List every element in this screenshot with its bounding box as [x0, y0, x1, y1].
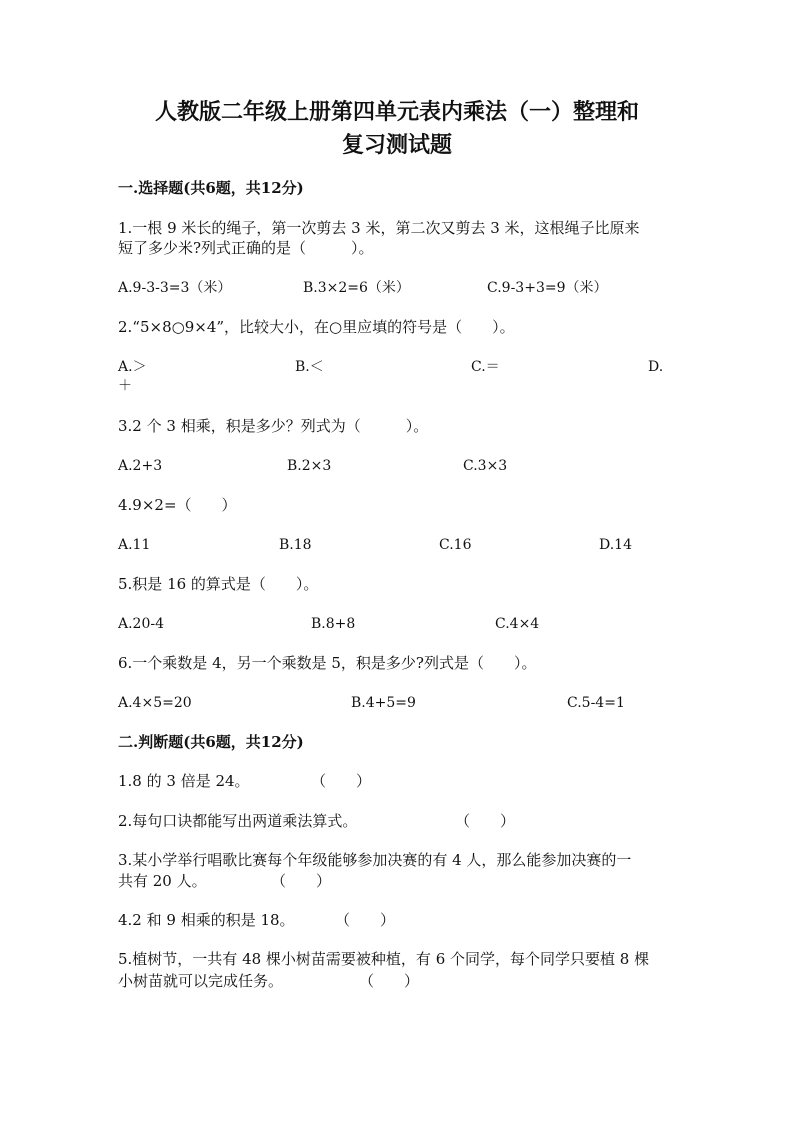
judge-item-4 [118, 910, 678, 930]
question-4: 4.9×2=（ ） [118, 496, 237, 514]
question-5: 5.积是 16 的算式是（ ）。 [118, 575, 319, 593]
judge-item-2-text: 2.每句口诀都能写出两道乘法算式。 [118, 812, 358, 830]
q6-option-b: B.4+5=9 [351, 695, 416, 711]
judge-item-4-blank: （ ） [335, 911, 396, 929]
q1-option-b: B.3×2=6（米） [303, 280, 410, 296]
q1-option-a: A.9-3-3=3（米） [118, 280, 232, 296]
q2-option-a: A.＞ [118, 359, 147, 375]
section2-heading: 二.判断题(共6题，共12分) [118, 733, 304, 751]
q4-option-c: C.16 [439, 537, 472, 553]
judge-item-2 [118, 811, 678, 831]
judge-item-3-blank: （ ） [271, 872, 332, 890]
question-1-line2: 短了多少米?列式正确的是（ ）。 [118, 239, 374, 257]
section1-heading: 一.选择题(共6题，共12分) [118, 179, 304, 197]
judge-item-5-text: 小树苗就可以完成任务。 [118, 972, 284, 990]
judge-item-5-blank: （ ） [359, 972, 420, 990]
q5-option-c: C.4×4 [495, 616, 540, 632]
q3-option-a: A.2+3 [118, 458, 163, 474]
judge-item-3-text: 共有 20 人。 [118, 872, 207, 890]
q1-option-c: C.9-3+3=9（米） [487, 280, 608, 296]
judge-item-2-blank: （ ） [455, 812, 516, 830]
judge-item-3-line1: 3.某小学举行唱歌比赛每个年级能够参加决赛的有 4 人，那么能参加决赛的一 [118, 851, 632, 869]
q3-option-b: B.2×3 [287, 458, 332, 474]
judge-item-5-line2 [118, 971, 678, 991]
q2-option-d-symbol: ＋ [118, 378, 132, 394]
q2-option-b: B.＜ [295, 359, 324, 375]
page-title-line2: 复习测试题 [341, 132, 452, 158]
q4-option-a: A.11 [118, 537, 151, 553]
judge-item-3-line2 [118, 871, 678, 891]
judge-item-1-text: 1.8 的 3 倍是 24。 [118, 772, 250, 790]
q4-option-d: D.14 [599, 537, 632, 553]
q6-option-c: C.5-4=1 [567, 695, 625, 711]
q2-option-c: C.＝ [471, 359, 500, 375]
judge-item-1-blank: （ ） [311, 772, 372, 790]
q3-option-c: C.3×3 [463, 458, 508, 474]
q4-option-b: B.18 [279, 537, 312, 553]
page-title-line1: 人教版二年级上册第四单元表内乘法（一）整理和 [154, 99, 639, 125]
q6-option-a: A.4×5=20 [118, 695, 192, 711]
q5-option-b: B.8+8 [311, 616, 356, 632]
question-3: 3.2 个 3 相乘，积是多少？列式为（ ）。 [118, 417, 429, 435]
q5-option-a: A.20-4 [118, 616, 165, 632]
judge-item-1 [118, 771, 678, 791]
question-6: 6.一个乘数是 4，另一个乘数是 5，积是多少?列式是（ ）。 [118, 654, 537, 672]
judge-item-5-line1: 5.植树节，一共有 48 棵小树苗需要被种植，有 6 个同学，每个同学只要植 8 棵 [118, 950, 650, 968]
question-1-line1: 1.一根 9 米长的绳子，第一次剪去 3 米，第二次又剪去 3 米，这根绳子比原来 [118, 219, 640, 237]
question-2: 2.“5×8○9×4”，比较大小，在○里应填的符号是（ ）。 [118, 318, 515, 336]
judge-item-4-text: 4.2 和 9 相乘的积是 18。 [118, 911, 295, 929]
q2-option-d: D. [648, 359, 664, 375]
